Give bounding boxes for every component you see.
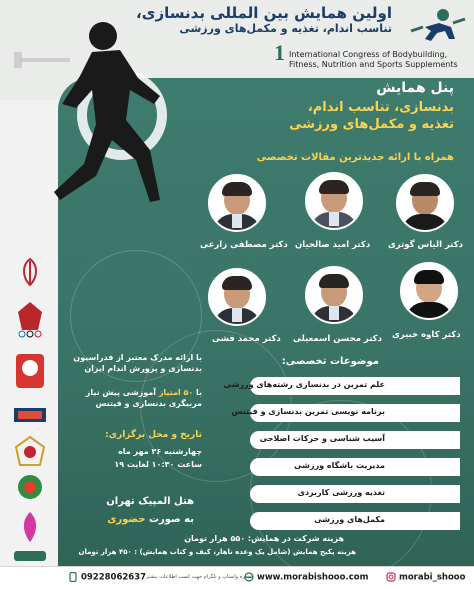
topic-label: علم تمرین در بدنسازی رشته‌های ورزشی	[223, 380, 385, 389]
speaker-name: دکتر محسن اسمعیلی	[293, 334, 382, 344]
speaker-photo	[208, 174, 266, 232]
topic-item	[250, 458, 460, 476]
congress-title-english	[274, 40, 474, 70]
attendance-highlight: حضوری	[107, 514, 146, 525]
certificate-line2: بدنسازی و پرورش اندام ایران	[84, 364, 202, 373]
topic-item	[231, 404, 460, 422]
website-link[interactable]	[244, 572, 368, 583]
sponsor-logo-icon	[12, 510, 48, 544]
date-line2: ساعت ۱۰:۳۰ لغایت ۱۹	[114, 460, 202, 469]
speaker-photo	[396, 174, 454, 232]
attendance-text: به صورت	[145, 514, 194, 525]
speaker-photo	[305, 266, 363, 324]
points-info	[62, 387, 202, 409]
panel-subtitle-1: بدنسازی، تناسب اندام،	[307, 100, 454, 115]
iran-emblem-icon	[12, 255, 48, 289]
fee-line2: هزینه پکیج همایش (شامل یک وعده ناهار، کیف و کتاب همایش) : ۴۵۰ هزار تومان	[78, 548, 356, 556]
certificate-line1: با ارائه مدرک معتبر از فدراسیون	[73, 353, 202, 362]
attendance-mode	[107, 514, 194, 525]
speaker-name: دکتر الیاس گوثری	[388, 240, 464, 250]
phone-contact[interactable]	[68, 572, 146, 583]
date-line1: چهارشنبه ۲۶ مهر ماه	[118, 447, 202, 456]
points-line1	[62, 387, 202, 398]
certificate-info	[62, 352, 202, 374]
english-title-line2: Fitness, Nutrition and Sports Supplements	[289, 60, 458, 69]
topics-heading: موضوعات تخصصی:	[281, 356, 379, 367]
fee-line1: هزینه شرکت در همایش: ۵۵۰ هزار تومان	[184, 534, 344, 543]
speaker-name: دکتر کاوه خبیری	[392, 330, 461, 340]
topic-item	[223, 377, 460, 395]
speaker-name: دکتر امید صالحیان	[295, 240, 371, 250]
speaker-photo	[400, 262, 458, 320]
contact-note: شماره واتساپ و تلگرام جهت کسب اطلاعات بیشتر	[146, 574, 254, 580]
panel-subtitle-3: همراه با ارائه جدیدترین مقالات تخصصی	[256, 152, 454, 163]
topic-label: مکمل‌های ورزشی	[314, 515, 385, 524]
congress-logo	[405, 5, 469, 47]
topic-label: آسیب شناسی و حرکات اصلاحی	[259, 434, 385, 443]
panel-subtitle-2: تغذیه و مکمل‌های ورزشی	[289, 117, 454, 132]
website-url: www.morabishooo.com	[256, 572, 369, 583]
speaker-name: دکتر محمد فشی	[212, 334, 281, 344]
venue-name: هتل المپیک تهران	[106, 496, 194, 507]
date-heading: تاریخ و محل برگزاری:	[105, 430, 202, 440]
topic-item	[250, 485, 460, 503]
speaker-photo	[305, 172, 363, 230]
topic-label: مدیریت باشگاه ورزشی	[294, 461, 385, 470]
bodybuilding-federation-logo-icon	[12, 350, 48, 394]
speaker-photo	[208, 268, 266, 326]
phone-number: 09228062637	[80, 572, 147, 583]
instagram-handle: morabi_shooo	[398, 572, 466, 583]
points-highlight: ۵۰ امتیاز	[158, 388, 194, 397]
congress-title-line2: تناسب اندام، تغذیه و مکمل‌های ورزشی	[179, 22, 392, 35]
topic-label: تغذیه ورزشی کاربردی	[297, 488, 385, 497]
instagram-icon	[386, 572, 396, 582]
points-line2: مربیگری بدنسازی و فیتنس	[95, 399, 202, 408]
instagram-link[interactable]	[386, 572, 465, 583]
english-title-line1: International Congress of Bodybuilding,	[289, 50, 448, 59]
sponsor-logo-icon	[12, 472, 48, 502]
sponsor-logo-icon	[12, 400, 48, 430]
olympic-committee-logo-icon	[12, 300, 48, 340]
english-title-number: 1	[274, 40, 285, 65]
sponsor-logo-icon	[12, 435, 48, 467]
globe-icon	[244, 572, 254, 582]
points-text-b: آموزشی پیش نیاز	[85, 388, 159, 397]
morabishooo-logo-icon	[12, 548, 48, 564]
speaker-name: دکتر مصطفی زارعی	[200, 240, 288, 250]
topic-item	[250, 512, 460, 530]
topic-label: برنامه نویسی تمرین بدنسازی و فیتنس	[231, 407, 385, 416]
points-text-a: با	[193, 388, 202, 397]
phone-icon	[68, 572, 78, 582]
congress-title-line1: اولین همایش بین المللی بدنسازی،	[136, 4, 392, 22]
panel-title: پنل همایش	[376, 80, 454, 96]
topic-item	[250, 431, 460, 449]
